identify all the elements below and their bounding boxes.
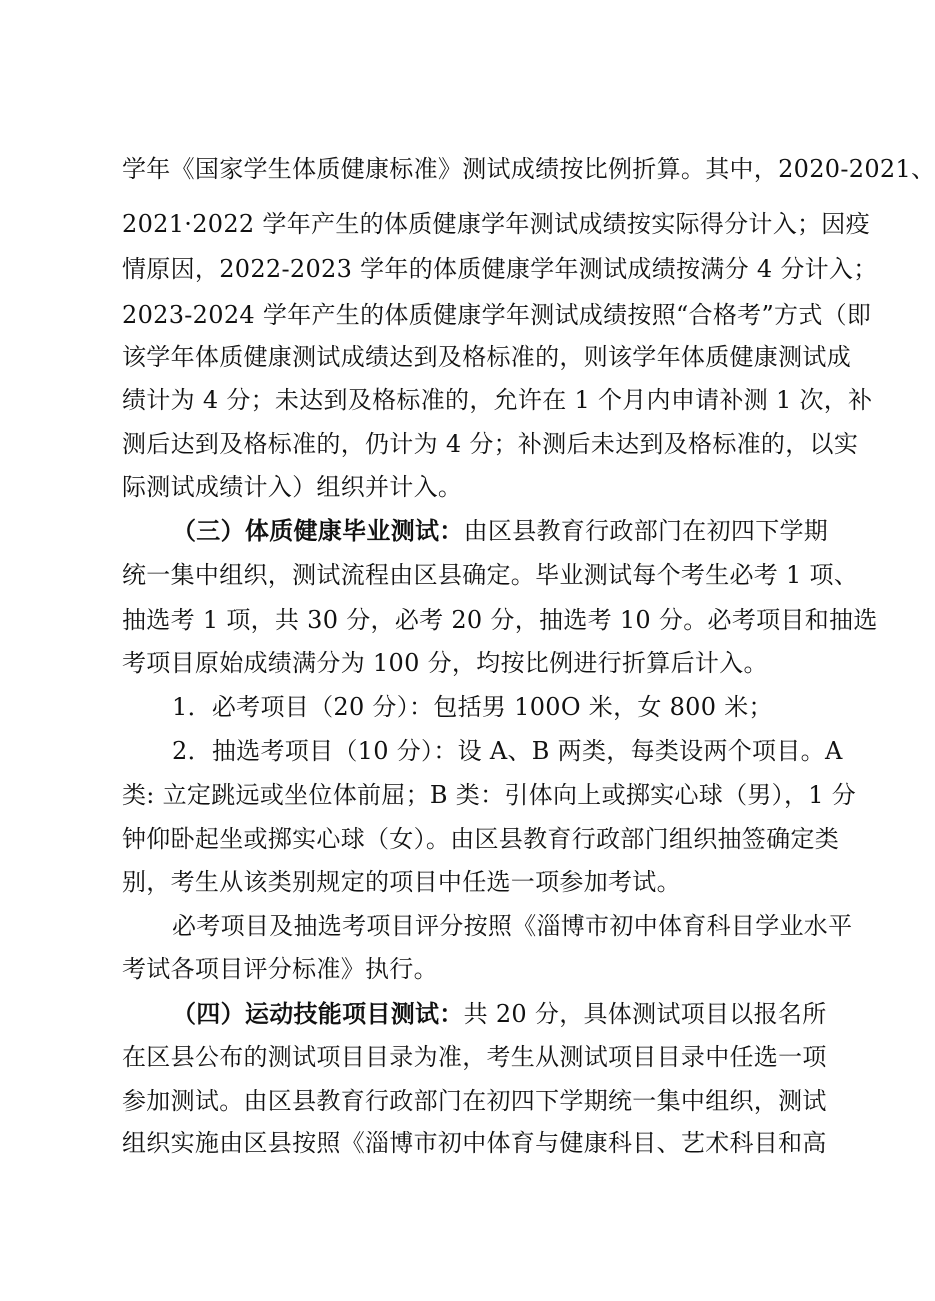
section-4-heading: （四）运动技能项目测试： <box>172 999 464 1028</box>
paragraph-line: 该学年体质健康测试成绩达到及格标准的，则该学年体质健康测试成 <box>122 343 851 371</box>
paragraph-line: 钟仰卧起坐或掷实心球（女）。由区县教育行政部门组织抽签确定类 <box>122 825 839 853</box>
section-4-first-line <box>172 999 872 1029</box>
scoring-second-line: 考试各项目评分标准》执行。 <box>122 955 438 983</box>
paragraph-line: 类: 立定跳远或坐位体前屈；B 类：引体向上或掷实心球（男），1 分 <box>122 781 857 809</box>
paragraph-line: 别，考生从该类别规定的项目中任选一项参加考试。 <box>122 868 681 896</box>
paragraph-line: 在区县公布的测试项目目录为准，考生从测试项目目录中任选一项 <box>122 1043 827 1071</box>
scoring-first-line: 必考项目及抽选考项目评分按照《淄博市初中体育科目学业水平 <box>172 912 853 940</box>
item-2-first-line: 2．抽选考项目（10 分）：设 A、B 两类，每类设两个项目。A <box>172 737 843 765</box>
paragraph-line: 测后达到及格标准的，仍计为 4 分；补测后未达到及格标准的，以实 <box>122 430 859 458</box>
paragraph-line: 组织实施由区县按照《淄博市初中体育与健康科目、艺术科目和高 <box>122 1129 827 1157</box>
paragraph-line: 际测试成绩计入）组织并计入。 <box>122 473 463 501</box>
paragraph-line: 情原因，2022-2023 学年的体质健康学年测试成绩按满分 4 分计入； <box>122 255 878 283</box>
item-1-line: 1．必考项目（20 分）：包括男 100O 米，女 800 米； <box>172 693 773 721</box>
section-3-text: 由区县教育行政部门在初四下学期 <box>463 517 829 545</box>
paragraph-line: 抽选考 1 项，共 30 分，必考 20 分，抽选考 10 分。必考项目和抽选 <box>122 606 878 634</box>
section-3-first-line <box>172 516 872 546</box>
section-3-heading: （三）体质健康毕业测试： <box>172 516 464 545</box>
paragraph-line: 学年《国家学生体质健康标准》测试成绩按比例折算。其中，2020-2021、 <box>122 155 935 183</box>
paragraph-line: 2021·2022 学年产生的体质健康学年测试成绩按实际得分计入；因疫 <box>122 210 870 238</box>
paragraph-line: 参加测试。由区县教育行政部门在初四下学期统一集中组织，测试 <box>122 1087 827 1115</box>
section-4-text: 共 20 分，具体测试项目以报名所 <box>463 1000 827 1028</box>
paragraph-line: 绩计为 4 分；未达到及格标准的，允许在 1 个月内申请补测 1 次，补 <box>122 386 873 414</box>
paragraph-line: 统一集中组织，测试流程由区县确定。毕业测试每个考生必考 1 项、 <box>122 561 859 589</box>
paragraph-line: 考项目原始成绩满分为 100 分，均按比例进行折算后计入。 <box>122 649 768 677</box>
paragraph-line: 2023-2024 学年产生的体质健康学年测试成绩按照“合格考”方式（即 <box>122 301 872 329</box>
